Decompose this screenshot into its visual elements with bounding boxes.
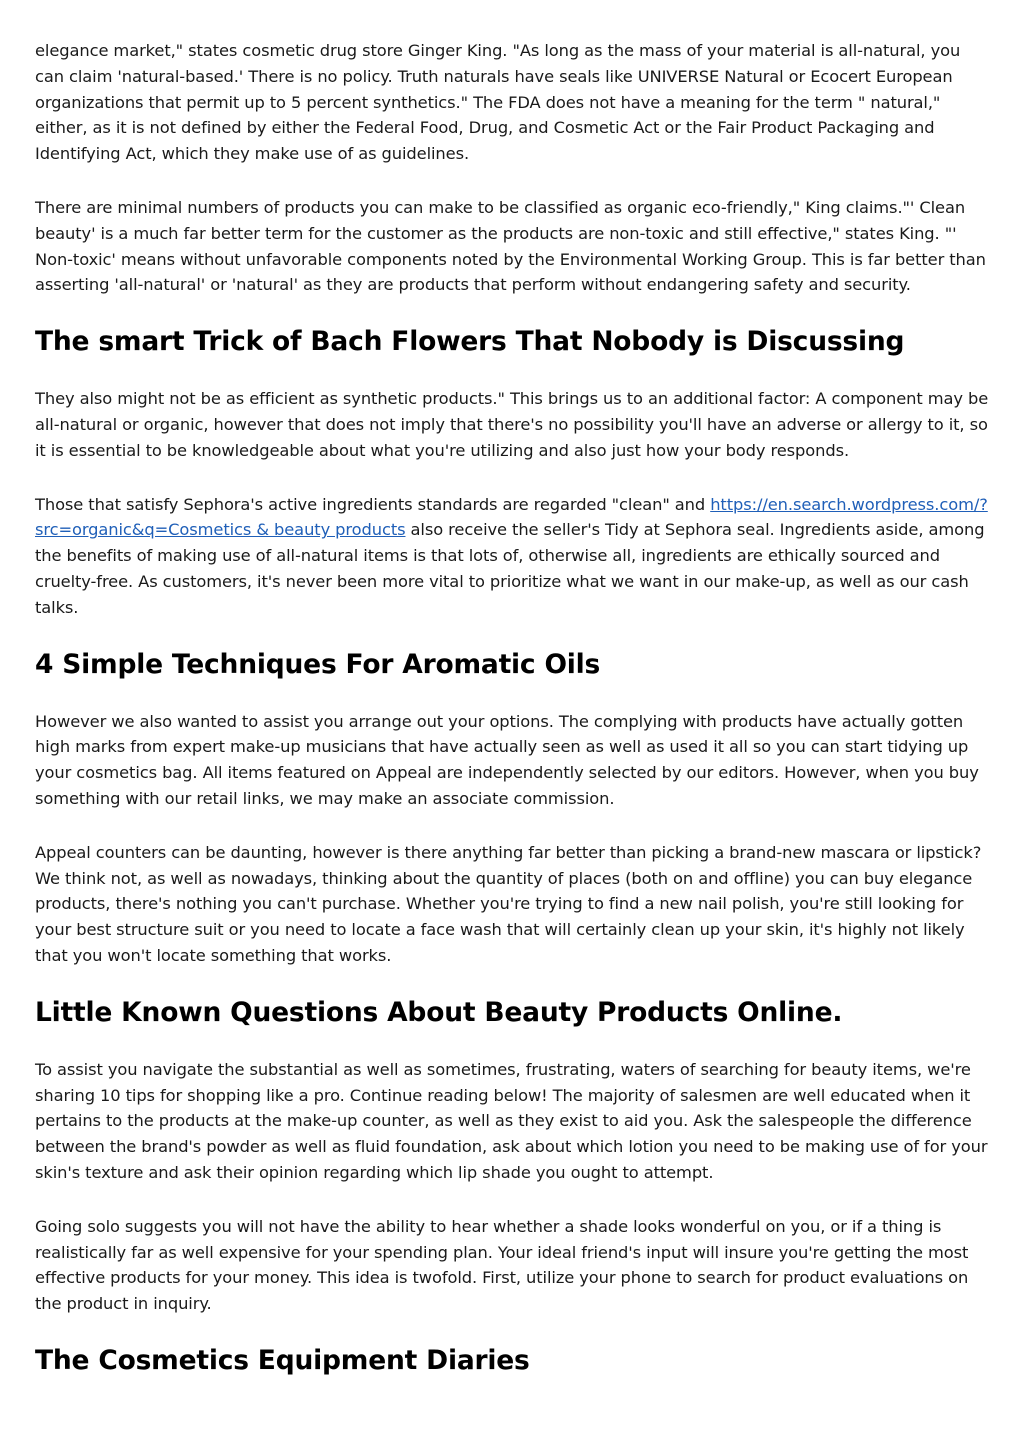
paragraph-7: To assist you navigate the substantial as well as sometimes, frustrating, waters of searching for beauty items, we're sharing 10 tips for shopping like a pro. Continue reading below! The majority of salesmen are well educated when it pertains to the products at the make-up counter, as well as they exist to aid you. Ask the salespeople the difference between the brand's powder as well as fluid foundation, ask about which lotion you need to be making use of for your skin's texture and ask their opinion regarding which lip shade you ought to attempt. [35, 1059, 988, 1182]
paragraph-6: Appeal counters can be daunting, however is there anything far better than picking a brand-new mascara or lipstick? We think not, as well as nowadays, thinking about the quantity of places (both on and offline) you can buy elegance products, there's nothing you can't purchase. Whether you're trying to find a new nail polish, you're still looking for your best structure suit or you need to locate a face wash that will certainly clean up your skin, it's highly not likely that you won't locate something that works. [35, 842, 982, 965]
search-link[interactable]: https://en.search.wordpress.com/?src=organic&q=Cosmetics & beauty products [35, 494, 988, 540]
paragraph-1: elegance market," states cosmetic drug store Ginger King. "As long as the mass of your material is all-natural, you can claim 'natural-based.' There is no policy. Truth naturals have seals like UNIVERSE Natural or Ecocert European organizations that permit up to 5 percent synthetics." The FDA does not have a meaning for the term " natural," either, as it is not defined by either the Federal Food, Drug, and Cosmetic Act or the Fair Product Packaging and Identifying Act, which they make use of as guidelines. [35, 41, 961, 164]
paragraph-5: However we also wanted to assist you arrange out your options. The complying with products have actually gotten high marks from expert make-up musicians that have actually seen as well as used it all so you can start tidying up your cosmetics bag. All items featured on Appeal are independently selected by our editors. However, when you buy something with our retail links, we may make an associate commission. [35, 711, 979, 808]
paragraph-4-text-start: Those that satisfy Sephora's active ingredients standards are regarded "clean" and [35, 494, 711, 514]
paragraph-8: Going solo suggests you will not have the ability to hear whether a shade looks wonderful on you, or if a thing is realistically far as well expensive for your spending plan. Your ideal friend's input will insure you're getting the most effective products for your money. This idea is twofold. First, utilize your phone to search for product evaluations on the product in inquiry. [35, 1216, 969, 1314]
heading-aromatic-oils: 4 Simple Techniques For Aromatic Oils [35, 648, 601, 680]
heading-bach-flowers: The smart Trick of Bach Flowers That Nobody is Discussing [35, 326, 905, 358]
heading-cosmetics-equipment: The Cosmetics Equipment Diaries [35, 1344, 530, 1376]
paragraph-4 [35, 492, 990, 621]
heading-beauty-products-online: Little Known Questions About Beauty Products Online. [35, 996, 843, 1028]
paragraph-4-text-end: also receive the seller's Tidy at Sephora seal. Ingredients aside, among the benefits of making use of all-natural items is that lots of, otherwise all, ingredients are ethically sourced and cruelty-free. As customers, it's never been more vital to prioritize what we want in our make-up, as well as our cash talks. [35, 520, 985, 617]
paragraph-3: They also might not be as efficient as synthetic products." This brings us to an additional factor: A component may be all-natural or organic, however that does not imply that there's no possibility you'll have an adverse or allergy to it, so it is essential to be knowledgeable about what you're utilizing and also just how your body responds. [35, 389, 989, 460]
paragraph-2: There are minimal numbers of products you can make to be classified as organic eco-friendly," King claims."' Clean beauty' is a much far better term for the customer as the products are non-toxic and still effective," states King. "' Non-toxic' means without unfavorable components noted by the Environmental Working Group. This is far better than asserting 'all-natural' or 'natural' as they are products that perform without endangering safety and security. [35, 197, 986, 295]
